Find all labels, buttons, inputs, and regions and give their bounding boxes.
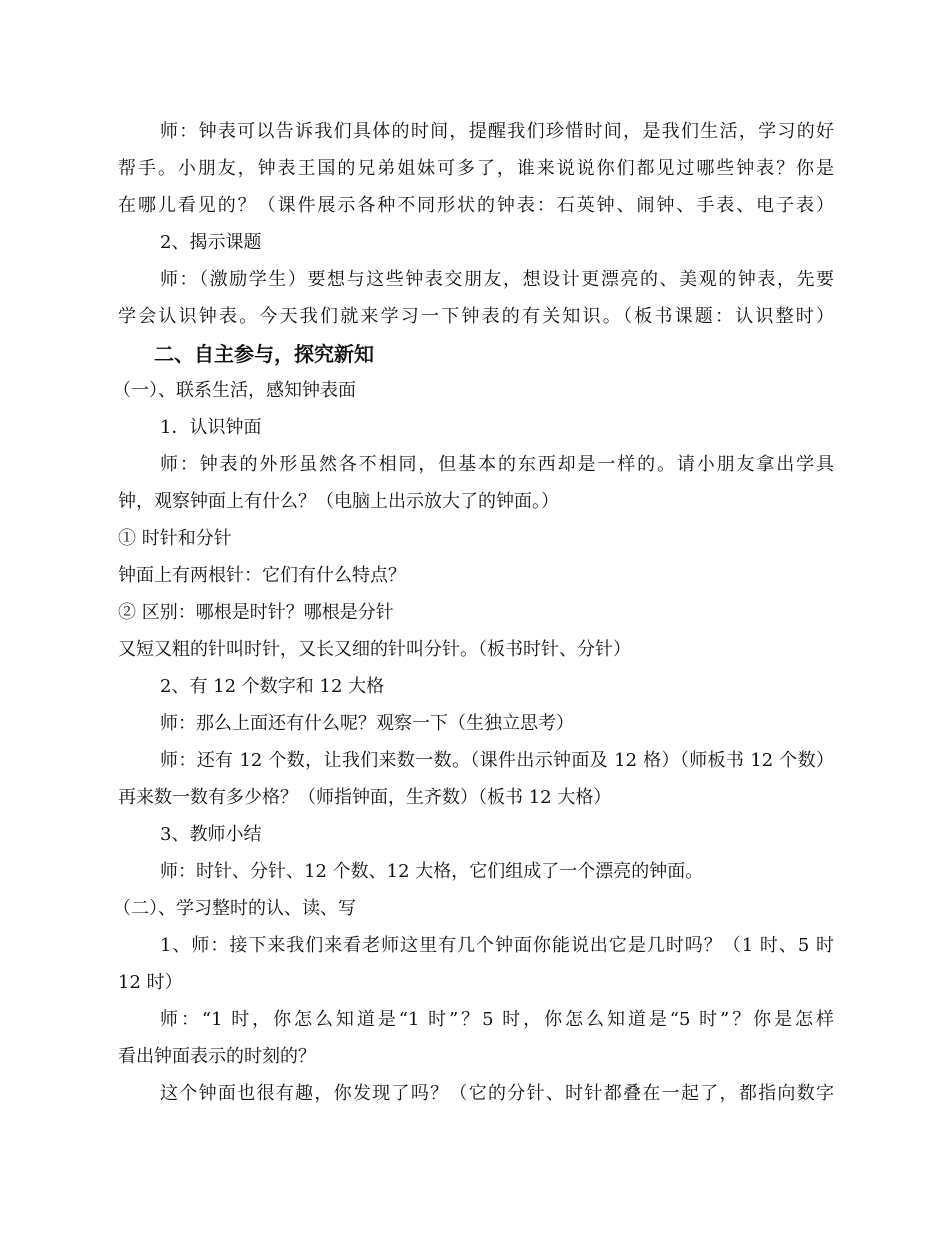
subsection-heading: 2、有 12 个数字和 12 大格 [160, 676, 385, 697]
paragraph-line: 学会认识钟表。今天我们就来学习一下钟表的有关知识。（板书课题：认识整时） [118, 306, 834, 327]
subsection-heading: 3、教师小结 [160, 824, 262, 845]
paragraph-line: 师：那么上面还有什么呢？观察一下（生独立思考） [160, 713, 574, 734]
paragraph-line: 师：时针、分针、12 个数、12 大格，它们组成了一个漂亮的钟面。 [160, 861, 704, 882]
paragraph-line: 师：（激励学生）要想与这些钟表交朋友，想设计更漂亮的、美观的钟表，先要 [160, 269, 834, 290]
subsection-heading: （一）、联系生活，感知钟表面 [113, 380, 356, 401]
list-item: ① 时针和分针 [118, 528, 232, 549]
paragraph-line: 钟面上有两根针：它们有什么特点？ [118, 565, 406, 586]
subsection-heading: 2、揭示课题 [160, 232, 262, 253]
paragraph-line: 钟，观察钟面上有什么？（电脑上出示放大了的钟面。） [118, 491, 559, 512]
paragraph-line: 12 时） [118, 972, 183, 993]
list-item: ② 区别：哪根是时针？哪根是分针 [118, 602, 394, 623]
subsection-heading: 1．认识钟面 [160, 417, 262, 438]
paragraph-line: 帮手。小朋友，钟表王国的兄弟姐妹可多了，谁来说说你们都见过哪些钟表？你是 [118, 158, 834, 179]
paragraph-line: 再来数一数有多少格？（师指钟面，生齐数）（板书 12 大格） [118, 787, 612, 808]
paragraph-line: 又短又粗的针叫时针，又长又细的针叫分针。（板书时针、分针） [118, 639, 631, 660]
paragraph-line: 这个钟面也很有趣，你发现了吗？（它的分针、时针都叠在一起了，都指向数字 [160, 1083, 834, 1104]
paragraph-line: 看出钟面表示的时刻的？ [118, 1046, 316, 1067]
paragraph-line: 师：“1 时，你怎么知道是“1 时”？5 时，你怎么知道是“5 时”？你是怎样 [160, 1009, 834, 1030]
paragraph-line: 在哪儿看见的？（课件展示各种不同形状的钟表：石英钟、闹钟、手表、电子表） [118, 195, 834, 216]
paragraph-line: 1、师：接下来我们来看老师这里有几个钟面你能说出它是几时吗？（1 时、5 时 [160, 935, 834, 956]
section-heading: 二、自主参与，探究新知 [154, 342, 374, 366]
paragraph-line: 师：还有 12 个数，让我们来数一数。（课件出示钟面及 12 格）（师板书 12 个数） [160, 750, 834, 771]
subsection-heading: （二）、学习整时的认、读、写 [113, 898, 356, 919]
paragraph-line: 师：钟表可以告诉我们具体的时间，提醒我们珍惜时间，是我们生活，学习的好 [160, 121, 834, 142]
paragraph-line: 师：钟表的外形虽然各不相同，但基本的东西却是一样的。请小朋友拿出学具 [160, 454, 834, 475]
